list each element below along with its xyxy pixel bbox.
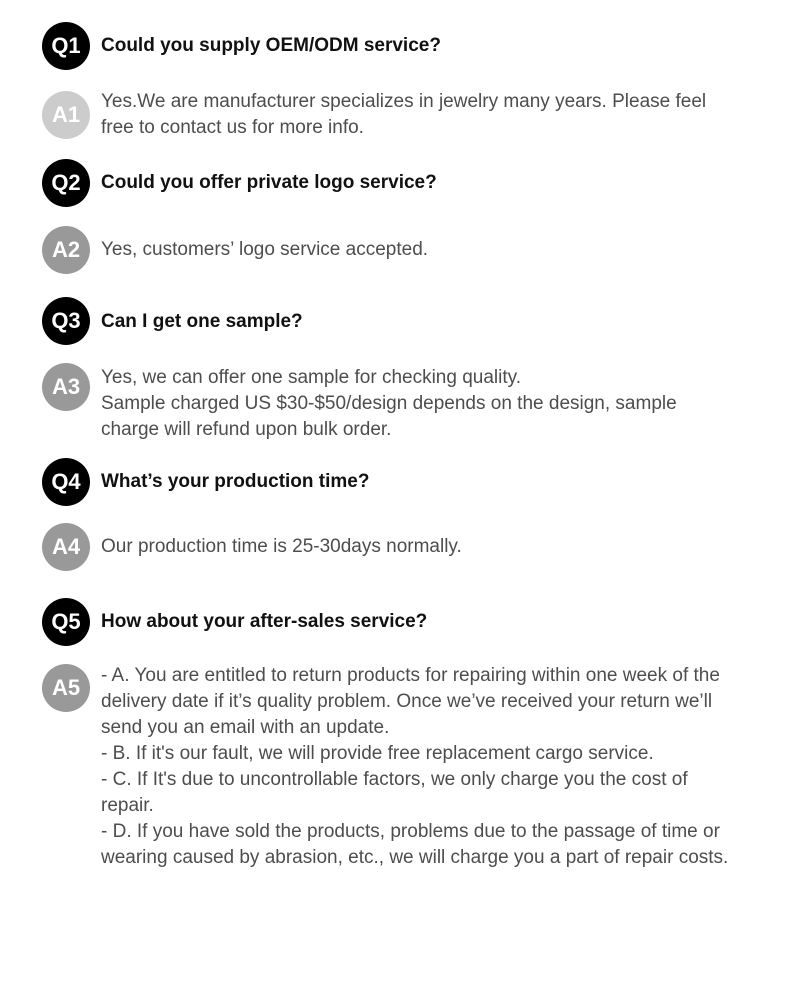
answer-line: Sample charged US $30-$50/design depends on the design, sample [101, 393, 677, 414]
answer-badge: A3 [42, 363, 90, 411]
answer-line: - D. If you have sold the products, problems due to the passage of time or [101, 821, 720, 842]
answer-row [42, 663, 772, 871]
answer-text [101, 237, 772, 263]
question-text: Can I get one sample? [101, 311, 303, 332]
answer-text [101, 663, 772, 871]
answer-text [101, 89, 772, 141]
question-badge: Q4 [42, 458, 90, 506]
answer-line: Yes, customers’ logo service accepted. [101, 239, 429, 260]
answer-text [101, 365, 772, 443]
answer-line: Yes, we can offer one sample for checking quality. [101, 367, 522, 388]
answer-line: Yes.We are manufacturer specializes in jewelry many years. Please feel [101, 91, 707, 112]
answer-line: free to contact us for more info. [101, 117, 364, 138]
question-badge: Q2 [42, 159, 90, 207]
question-row [42, 159, 772, 207]
question-text: Could you offer private logo service? [101, 172, 437, 193]
answer-badge: A2 [42, 226, 90, 274]
answer-line: - B. If it's our fault, we will provide free replacement cargo service. [101, 743, 654, 764]
answer-row [42, 89, 772, 141]
question-text: How about your after-sales service? [101, 611, 428, 632]
answer-line: - C. If It's due to uncontrollable factors, we only charge you the cost of [101, 769, 688, 790]
question-badge: Q3 [42, 297, 90, 345]
question-text: What’s your production time? [101, 471, 370, 492]
answer-line: wearing caused by abrasion, etc., we will charge you a part of repair costs. [101, 847, 729, 868]
question-row [42, 22, 772, 70]
question-row [42, 598, 772, 646]
answer-row [42, 523, 772, 571]
question-badge: Q5 [42, 598, 90, 646]
answer-line: Our production time is 25-30days normally. [101, 536, 462, 557]
question-row [42, 458, 772, 506]
question-row [42, 297, 772, 345]
answer-line: repair. [101, 795, 154, 816]
question-text: Could you supply OEM/ODM service? [101, 35, 441, 56]
answer-line: send you an email with an update. [101, 717, 390, 738]
answer-badge: A4 [42, 523, 90, 571]
answer-line: - A. You are entitled to return products for repairing within one week of the [101, 665, 720, 686]
answer-badge: A5 [42, 664, 90, 712]
answer-row [42, 226, 772, 274]
answer-line: charge will refund upon bulk order. [101, 419, 392, 440]
question-badge: Q1 [42, 22, 90, 70]
answer-text [101, 534, 772, 560]
answer-row [42, 365, 772, 443]
answer-badge: A1 [42, 91, 90, 139]
answer-line: delivery date if it’s quality problem. Once we’ve received your return we’ll [101, 691, 713, 712]
